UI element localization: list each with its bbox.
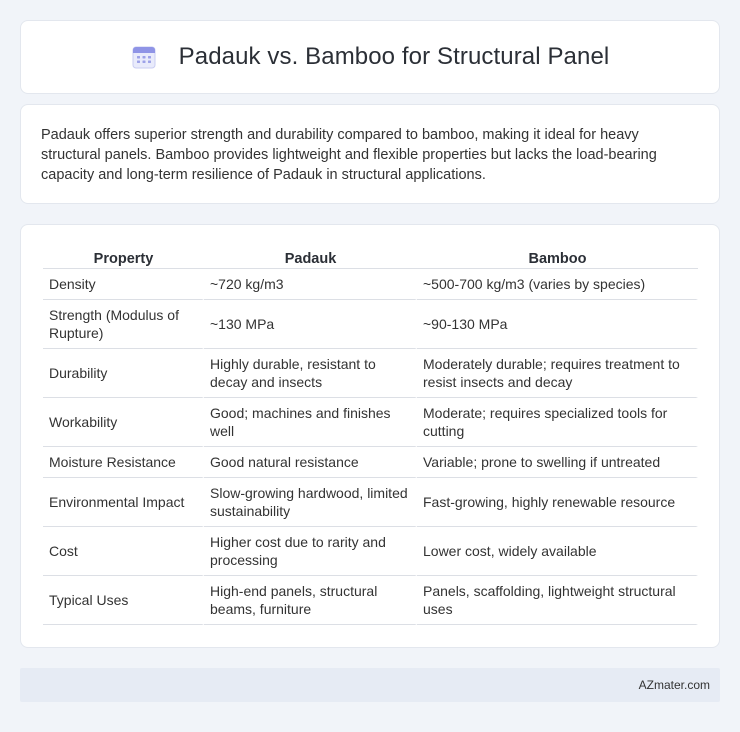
intro-card	[20, 104, 720, 204]
cell-property: Density	[43, 269, 204, 300]
header-padauk: Padauk	[204, 245, 417, 269]
table-row	[43, 300, 698, 349]
table-row	[43, 576, 698, 625]
table-row	[43, 478, 698, 527]
table-row	[43, 398, 698, 447]
title-card	[20, 20, 720, 94]
header-property: Property	[43, 245, 204, 269]
cell-bamboo: Variable; prone to swelling if untreated	[417, 447, 698, 478]
cell-bamboo: ~90-130 MPa	[417, 300, 698, 349]
cell-padauk: Good natural resistance	[204, 447, 417, 478]
cell-property: Durability	[43, 349, 204, 398]
cell-bamboo: Lower cost, widely available	[417, 527, 698, 576]
cell-bamboo: Panels, scaffolding, lightweight structural uses	[417, 576, 698, 625]
cell-bamboo: Fast-growing, highly renewable resource	[417, 478, 698, 527]
cell-property: Environmental Impact	[43, 478, 204, 527]
cell-padauk: ~720 kg/m3	[204, 269, 417, 300]
cell-padauk: ~130 MPa	[204, 300, 417, 349]
cell-property: Cost	[43, 527, 204, 576]
cell-padauk: Good; machines and finishes well	[204, 398, 417, 447]
comparison-card	[20, 224, 720, 648]
cell-bamboo: Moderate; requires specialized tools for cutting	[417, 398, 698, 447]
table-header-row	[43, 245, 698, 269]
intro-text: Padauk offers superior strength and durability compared to bamboo, making it ideal for heavy structural panels. Bamboo provides lightweight and flexible properties but lacks the load-bearing capacity and long-term resilience of Padauk in structural applications.	[41, 127, 657, 183]
cell-padauk: High-end panels, structural beams, furniture	[204, 576, 417, 625]
footer-brand-link[interactable]: AZmater.com	[638, 678, 710, 692]
cell-property: Moisture Resistance	[43, 447, 204, 478]
page-title: Padauk vs. Bamboo for Structural Panel	[178, 43, 610, 70]
cell-property: Workability	[43, 398, 204, 447]
calendar-icon	[131, 44, 157, 70]
cell-padauk: Slow-growing hardwood, limited sustainability	[204, 478, 417, 527]
cell-bamboo: ~500-700 kg/m3 (varies by species)	[417, 269, 698, 300]
footer-bar	[20, 668, 720, 702]
cell-property: Typical Uses	[43, 576, 204, 625]
table-row	[43, 349, 698, 398]
table-row	[43, 527, 698, 576]
cell-property: Strength (Modulus of Rupture)	[43, 300, 204, 349]
header-bamboo: Bamboo	[417, 245, 698, 269]
comparison-table	[43, 245, 698, 625]
table-row	[43, 447, 698, 478]
cell-padauk: Higher cost due to rarity and processing	[204, 527, 417, 576]
cell-padauk: Highly durable, resistant to decay and insects	[204, 349, 417, 398]
cell-bamboo: Moderately durable; requires treatment to resist insects and decay	[417, 349, 698, 398]
table-row	[43, 269, 698, 300]
